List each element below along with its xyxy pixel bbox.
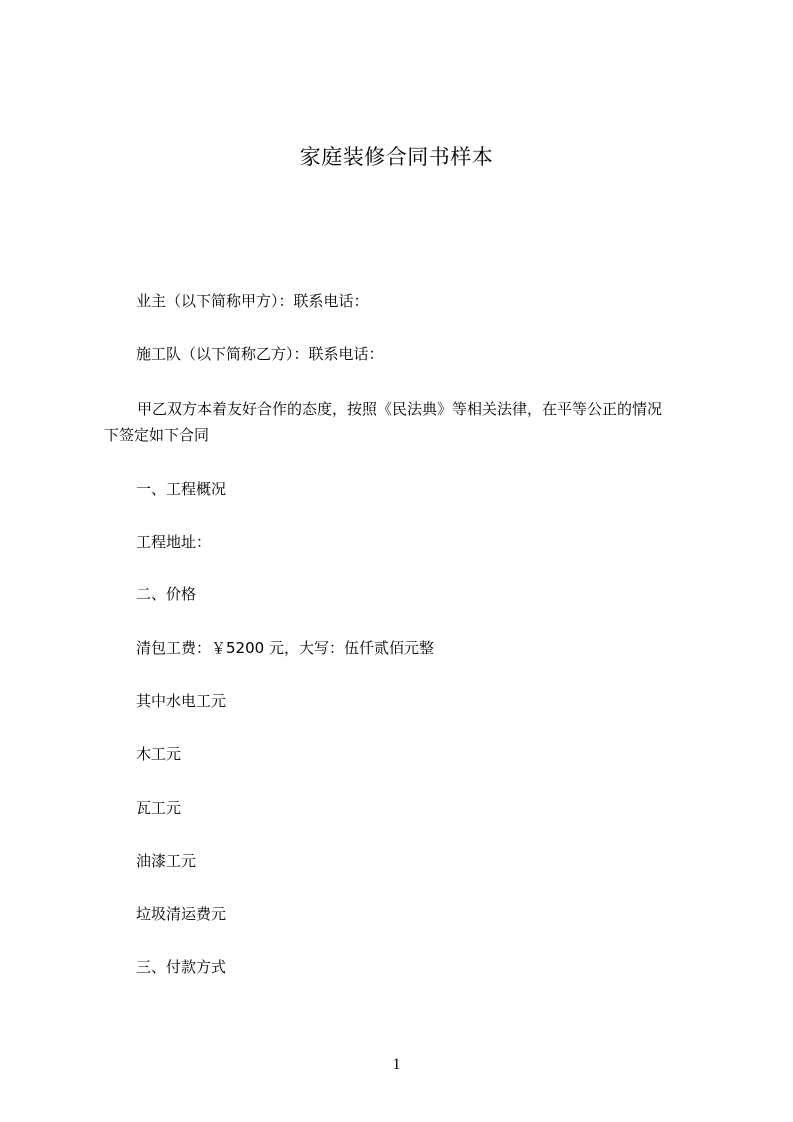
project-address-line: 工程地址： [136, 533, 212, 551]
section-heading-overview: 一、工程概况 [136, 480, 227, 498]
carpentry-line: 木工元 [136, 745, 182, 763]
page-number: 1 [392, 1056, 401, 1073]
intro-line-1: 甲乙双方本着友好合作的态度，按照《民法典》等相关法律，在平等公正的情况 [137, 400, 663, 418]
document-title: 家庭装修合同书样本 [299, 145, 494, 169]
intro-paragraph [104, 396, 704, 448]
section-heading-price: 二、价格 [136, 585, 197, 603]
waste-removal-line: 垃圾清运费元 [136, 905, 227, 923]
section-heading-payment: 三、付款方式 [136, 958, 227, 976]
plumbing-electrical-line: 其中水电工元 [136, 692, 227, 710]
tiling-line: 瓦工元 [136, 799, 182, 817]
contractor-line: 施工队（以下简称乙方）：联系电话： [136, 345, 384, 363]
intro-line-2: 下签定如下合同 [104, 426, 210, 444]
painting-line: 油漆工元 [136, 852, 197, 870]
labor-fee-line: 清包工费：￥5200 元，大写：伍仟贰佰元整 [136, 639, 434, 657]
owner-line: 业主（以下简称甲方）：联系电话： [136, 292, 369, 310]
